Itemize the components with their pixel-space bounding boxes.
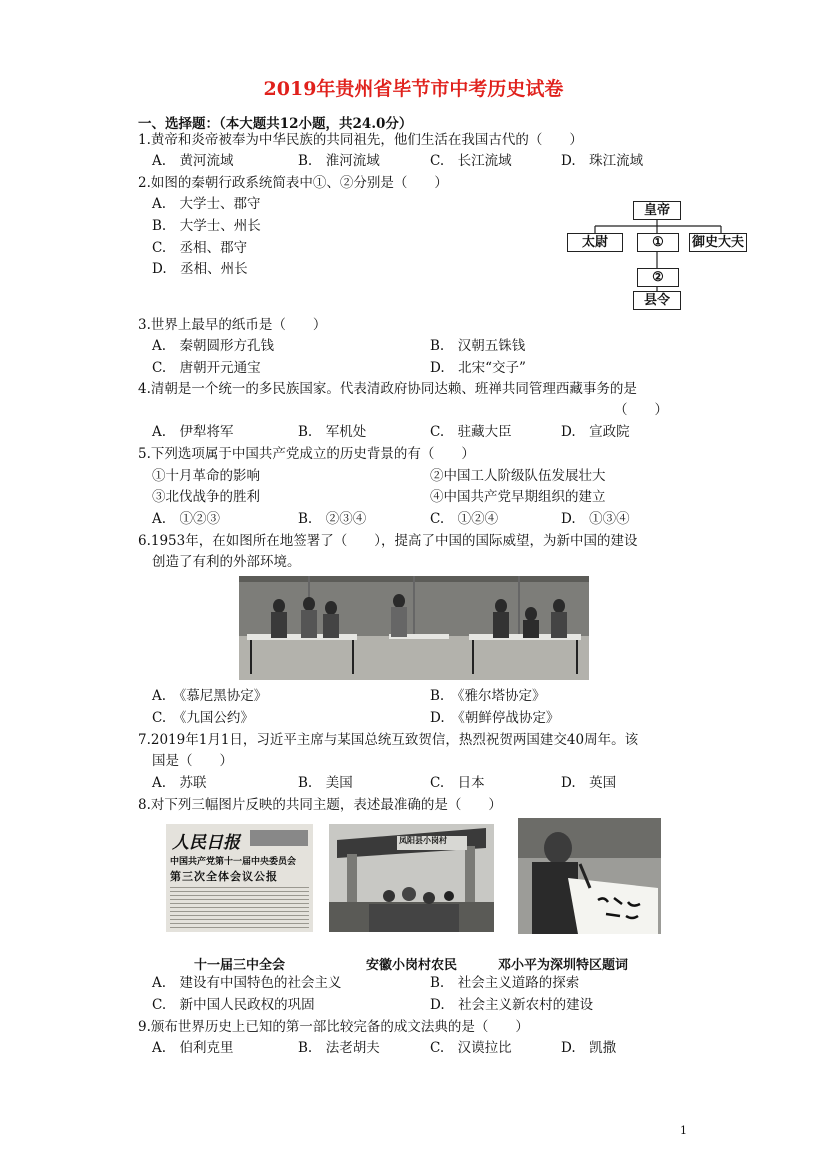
q3-option-a[interactable]: A. 秦朝圆形方孔钱 (152, 338, 275, 354)
q7-option-c[interactable]: C. 日本 (430, 775, 485, 791)
q7-option-d[interactable]: D. 英国 (561, 775, 617, 791)
q2-option-c[interactable]: C. 丞相、郡守 (152, 240, 248, 256)
q1-option-d[interactable]: D. 珠江流域 (561, 153, 644, 169)
section-heading: 一、选择题：（本大题共12小题，共24.0分） (138, 116, 413, 132)
q8-option-a[interactable]: A. 建设有中国特色的社会主义 (152, 975, 342, 991)
q9-option-c[interactable]: C. 汉谟拉比 (430, 1040, 512, 1056)
q4-paren: （ ） (614, 402, 668, 418)
q7-stem-line1: 7.2019年1月1日，习近平主席与某国总统互致贺信，热烈祝贺两国建交40周年。该 (138, 732, 639, 748)
q6-option-d[interactable]: D. 《朝鲜停战协定》 (430, 710, 560, 726)
newspaper-masthead: 人民日报 (172, 833, 240, 853)
newspaper-body-text (170, 886, 309, 928)
xiaogang-village-photo (329, 824, 494, 932)
q4-option-d[interactable]: D. 宣政院 (561, 424, 630, 440)
q4-option-b[interactable]: B. 军机处 (298, 424, 367, 440)
diagram-blank-1: ① (637, 233, 679, 252)
q4-option-a[interactable]: A. 伊犁将军 (152, 424, 234, 440)
q4-option-c[interactable]: C. 驻藏大臣 (430, 424, 512, 440)
q8-stem: 8.对下列三幅图片反映的共同主题，表述最准确的是（ ） (138, 797, 502, 813)
q6-option-a[interactable]: A. 《慕尼黑协定》 (152, 688, 268, 704)
calligraphy-illustration (518, 818, 661, 934)
q5-option-d[interactable]: D. ①③④ (561, 511, 630, 527)
page-number: 1 (680, 1124, 687, 1137)
q8-option-c[interactable]: C. 新中国人民政权的巩固 (152, 997, 315, 1013)
village-gate-sign: 凤阳县小岗村 (399, 835, 447, 845)
deng-calligraphy-photo (518, 818, 661, 934)
newspaper-header-bar (250, 830, 308, 846)
q2-option-d[interactable]: D. 丞相、州长 (152, 261, 248, 277)
q2-option-b[interactable]: B. 大学士、州长 (152, 218, 261, 234)
q5-option-b[interactable]: B. ②③④ (298, 511, 367, 527)
q5-option-a[interactable]: A. ①②③ (152, 511, 221, 527)
q8-option-b[interactable]: B. 社会主义道路的探索 (430, 975, 580, 991)
q5-stem: 5.下列选项属于中国共产党成立的历史背景的有（ ） (138, 446, 475, 462)
q7-option-b[interactable]: B. 美国 (298, 775, 353, 791)
newspaper-headline-1: 中国共产党第十一届中央委员会 (170, 857, 297, 867)
q5-item-3: ③北伐战争的胜利 (152, 489, 260, 505)
caption-deng-inscription: 邓小平为深圳特区题词 (498, 958, 629, 973)
armistice-signing-illustration (239, 576, 589, 680)
q1-stem: 1.黄帝和炎帝被奉为中华民族的共同祖先，他们生活在我国古代的（ ） (138, 132, 583, 148)
caption-xiaogang-farmers: 安徽小岗村农民 (366, 958, 458, 973)
q1-option-b[interactable]: B. 淮河流域 (298, 153, 380, 169)
q9-stem: 9.颁布世界历史上已知的第一部比较完备的成文法典的是（ ） (138, 1019, 529, 1035)
q5-option-c[interactable]: C. ①②④ (430, 511, 499, 527)
armistice-signing-photo (239, 576, 589, 680)
q9-option-d[interactable]: D. 凯撒 (561, 1040, 617, 1056)
diagram-yushidafu: 御史大夫 (689, 233, 747, 252)
q5-item-2: ②中国工人阶级队伍发展壮大 (430, 468, 606, 484)
q9-option-a[interactable]: A. 伯利克里 (152, 1040, 234, 1056)
diagram-emperor: 皇帝 (633, 201, 681, 220)
newspaper-headline-2: 第三次全体会议公报 (170, 870, 278, 883)
q2-stem: 2.如图的秦朝行政系统简表中①、②分别是（ ） (138, 175, 448, 191)
q9-option-b[interactable]: B. 法老胡夫 (298, 1040, 380, 1056)
q6-stem-line2: 创造了有利的外部环境。 (152, 554, 301, 570)
diagram-county-magistrate: 县令 (633, 291, 681, 310)
q4-stem: 4.清朝是一个统一的多民族国家。代表清政府协同达赖、班禅共同管理西藏事务的是 (138, 381, 637, 397)
q3-option-d[interactable]: D. 北宋“交子” (430, 360, 526, 376)
q3-stem: 3.世界上最早的纸币是（ ） (138, 317, 327, 333)
q1-option-c[interactable]: C. 长江流域 (430, 153, 512, 169)
q7-option-a[interactable]: A. 苏联 (152, 775, 207, 791)
diagram-blank-2: ② (637, 268, 679, 287)
caption-third-plenum: 十一届三中全会 (194, 958, 286, 973)
q6-stem-line1: 6.1953年，在如图所在地签署了（ ），提高了中国的国际威望，为新中国的建设 (138, 533, 638, 549)
q2-option-a[interactable]: A. 大学士、郡守 (152, 196, 261, 212)
q1-option-a[interactable]: A. 黄河流域 (152, 153, 234, 169)
q3-option-c[interactable]: C. 唐朝开元通宝 (152, 360, 261, 376)
q6-option-b[interactable]: B. 《雅尔塔协定》 (430, 688, 546, 704)
q7-stem-line2: 国是（ ） (152, 753, 233, 769)
qin-admin-diagram (565, 200, 747, 310)
q5-item-1: ①十月革命的影响 (152, 468, 260, 484)
diagram-taiwei: 太尉 (567, 233, 623, 252)
q8-option-d[interactable]: D. 社会主义新农村的建设 (430, 997, 594, 1013)
q6-option-c[interactable]: C. 《九国公约》 (152, 710, 254, 726)
page-title: 2019年贵州省毕节市中考历史试卷 (263, 78, 564, 100)
q3-option-b[interactable]: B. 汉朝五铢钱 (430, 338, 526, 354)
q5-item-4: ④中国共产党早期组织的建立 (430, 489, 606, 505)
newspaper-photo (166, 824, 313, 932)
